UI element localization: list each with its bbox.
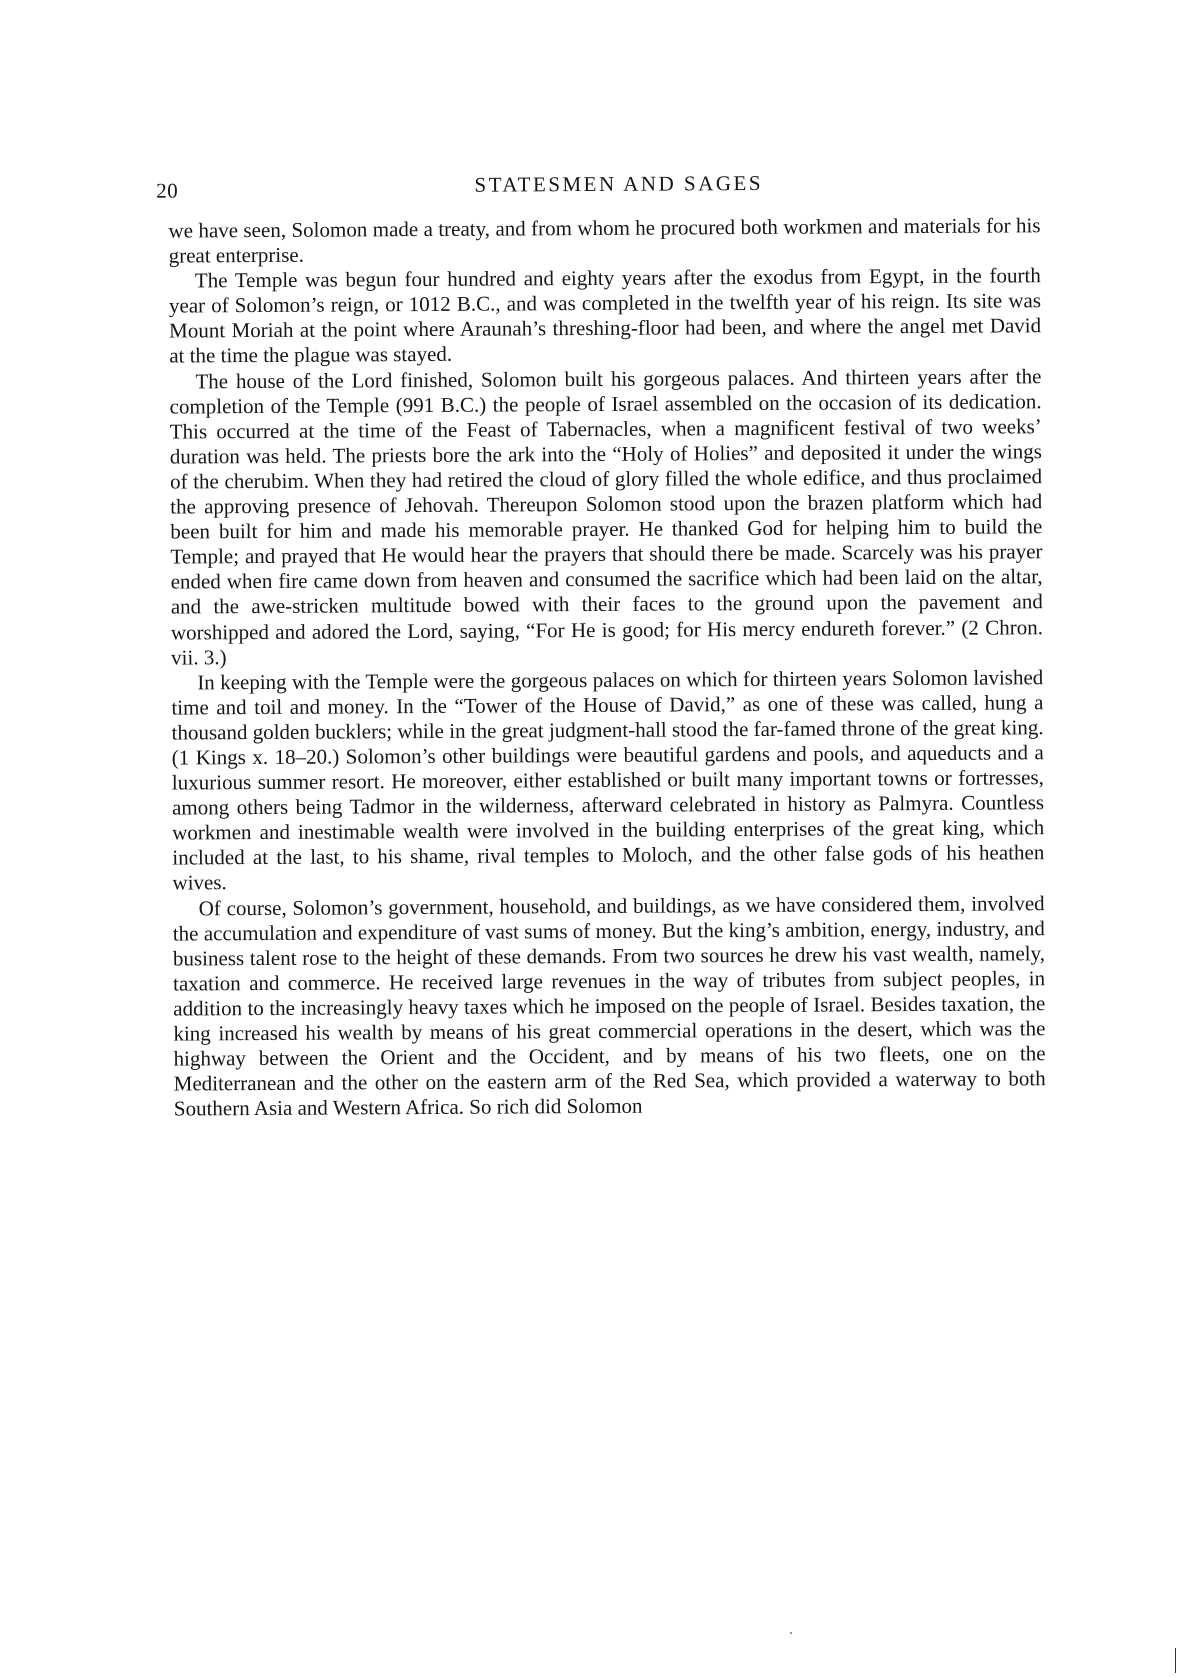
- running-head: [156, 169, 1041, 204]
- body-text: [168, 213, 1046, 1122]
- running-title: STATESMEN AND SAGES: [474, 170, 764, 197]
- paragraph-dedication: The house of the Lord finished, Solomon built his gorgeous palaces. And thirteen years after the completion of the Temple (991 B.C.) the people of Israel assembled on the occasion of its dedication. This occurred at the time of the Feast of Tabernacles, when a magnificent festival of two weeks’ duration was held. The priests bore the ark into the “Holy of Holies” and deposited it under the wings of the cherubim. When they had retired the cloud of glory filled the whole edifice, and thus proclaimed the approving presence of Jehovah. Thereupon Solomon stood upon the brazen platform which had been built for him and made his memorable prayer. He thanked God for helping him to build the Temple; and prayed that He would hear the prayers that should there be made. Scarcely was his prayer ended when fire came down from heaven and consumed the sacrifice which had been laid on the altar, and the awe-stricken multitude bowed with their faces to the ground upon the pavement and worshipped and adored the Lord, saying, “For He is good; for His mercy endureth forever.” (2 Chron. vii. 3.): [169, 363, 1044, 670]
- page-number: 20: [156, 178, 179, 203]
- scan-speck: [790, 1632, 792, 1634]
- paragraph-palaces: In keeping with the Temple were the gorgeous palaces on which for thirteen years Solomon lavished time and toil and money. In the “Tower of the House of David,” as one of these was called, hung a thousand golden bucklers; while in the great judgment-hall stood the far-famed throne of the great king. (1 Kings x. 18–20.) Solomon’s other buildings were beautiful gardens and pools, and aqueducts and a luxurious summer resort. He moreover, either established or built many important towns or fortresses, among others being Tadmor in the wilderness, afterward celebrated in history as Palmyra. Countless workmen and inestimable wealth were involved in the building enterprises of the great king, which included at the last, to his shame, rival temples to Moloch, and the other false gods of his heathen wives.: [171, 664, 1045, 895]
- paragraph-wealth: Of course, Solomon’s government, household, and buildings, as we have considered them, involved the accumulation and expenditure of vast sums of money. But the king’s ambition, energy, industry, and business talent rose to the height of these demands. From two sources he drew his vast wealth, namely, taxation and commerce. He received large revenues in the way of tributes from subject peoples, in addition to the increasingly heavy taxes which he imposed on the people of Israel. Besides taxation, the king increased his wealth by means of his great commercial operations in the desert, which was the highway between the Orient and the Occident, and by means of his two fleets, one on the Mediterranean and the other on the eastern arm of the Red Sea, which provided a waterway to both Southern Asia and Western Africa. So rich did Solomon: [172, 890, 1046, 1121]
- scan-edge-mark: [1175, 1648, 1176, 1673]
- paragraph-continuation: we have seen, Solomon made a treaty, and from whom he procured both workmen and materials for his great enterprise.: [168, 213, 1041, 268]
- paragraph-temple-begun: The Temple was begun four hundred and eighty years after the exodus from Egypt, in the fourth year of Solomon’s reign, or 1012 B.C., and was completed in the twelfth year of his reign. Its site was Mount Moriah at the point where Araunah’s threshing-floor had been, and where the angel met David at the time the plague was stayed.: [168, 263, 1042, 369]
